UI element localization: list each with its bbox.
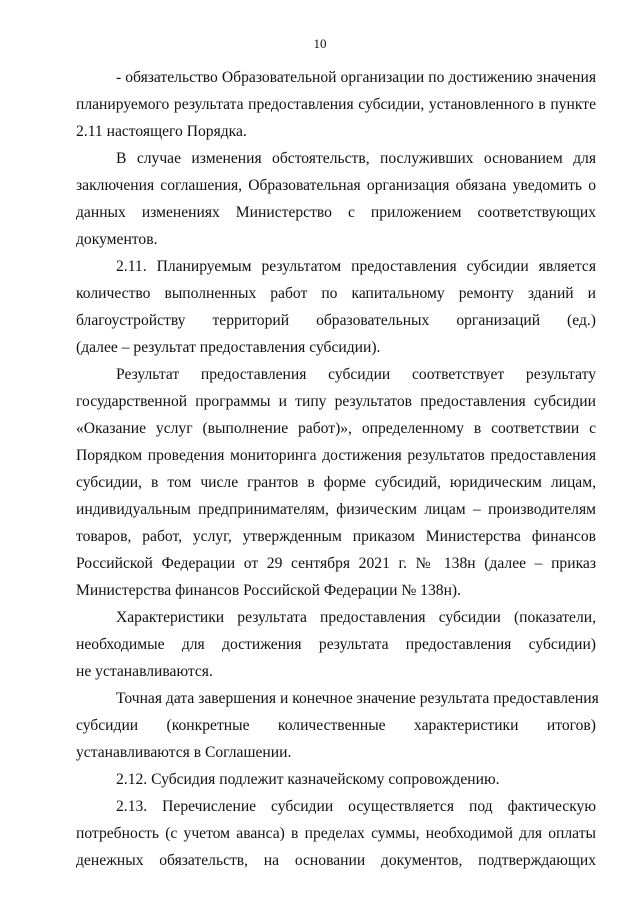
text-line: заключения соглашения, Образовательная организация обязана уведомить о xyxy=(76,177,596,194)
text-line: 2.11. Планируемым результатом предоставления субсидии является xyxy=(116,258,596,275)
text-line: денежных обязательств, на основании документов, подтверждающих xyxy=(76,852,596,869)
text-line: необходимые для достижения результата предоставления субсидии) xyxy=(76,636,596,653)
text-line: потребность (с учетом аванса) в пределах суммы, необходимой для оплаты xyxy=(76,825,596,842)
text-line: товаров, работ, услуг, утвержденным приказом Министерства финансов xyxy=(76,528,596,545)
text-line: устанавливаются в Соглашении. xyxy=(76,744,292,761)
paragraph xyxy=(76,604,596,685)
document-body xyxy=(76,64,599,874)
text-line: - обязательство Образовательной организации по достижению значения xyxy=(116,69,596,86)
paragraph xyxy=(76,685,599,766)
text-line: количество выполненных работ по капитальному ремонту зданий и xyxy=(76,285,596,302)
text-line: субсидии, в том числе грантов в форме субсидий, юридическим лицам, xyxy=(76,474,596,491)
paragraph xyxy=(76,253,596,361)
text-line: Министерства финансов Российской Федерации № 138н). xyxy=(76,582,462,599)
text-line: 2.11 настоящего Порядка. xyxy=(76,123,247,140)
text-line: 2.12. Субсидия подлежит казначейскому сопровождению. xyxy=(116,771,500,788)
text-line: документов. xyxy=(76,231,158,248)
text-line: Порядком проведения мониторинга достижения результатов предоставления xyxy=(76,447,596,464)
page-number: 10 xyxy=(313,36,327,51)
paragraph xyxy=(76,361,596,604)
paragraph xyxy=(76,64,596,145)
paragraph xyxy=(76,145,596,253)
text-line: Характеристики результата предоставления субсидии (показатели, xyxy=(116,609,596,626)
text-line: Российской Федерации от 29 сентября 2021 г. № 138н (далее – приказ xyxy=(76,555,596,572)
text-line: 2.13. Перечисление субсидии осуществляется под фактическую xyxy=(116,798,596,815)
paragraph xyxy=(76,793,596,874)
text-line: (далее – результат предоставления субсидии). xyxy=(76,339,381,356)
text-line: государственной программы и типу результатов предоставления субсидии xyxy=(76,393,596,410)
text-line: планируемого результата предоставления субсидии, установленного в пункте xyxy=(76,96,596,113)
text-line: субсидии (конкретные количественные характеристики итогов) xyxy=(76,717,596,734)
text-line: не устанавливаются. xyxy=(76,663,213,680)
paragraph xyxy=(76,766,596,793)
text-line: Результат предоставления субсидии соответствует результату xyxy=(116,366,596,383)
text-line: Точная дата завершения и конечное значение результата предоставления xyxy=(116,690,599,707)
text-line: данных изменениях Министерство с приложением соответствующих xyxy=(76,204,596,221)
text-line: благоустройству территорий образовательных организаций (ед.) xyxy=(76,312,596,329)
text-line: «Оказание услуг (выполнение работ)», определенному в соответствии с xyxy=(76,420,596,437)
text-line: В случае изменения обстоятельств, послуживших основанием для xyxy=(116,150,596,167)
text-line: индивидуальным предпринимателям, физическим лицам – производителям xyxy=(76,501,596,518)
